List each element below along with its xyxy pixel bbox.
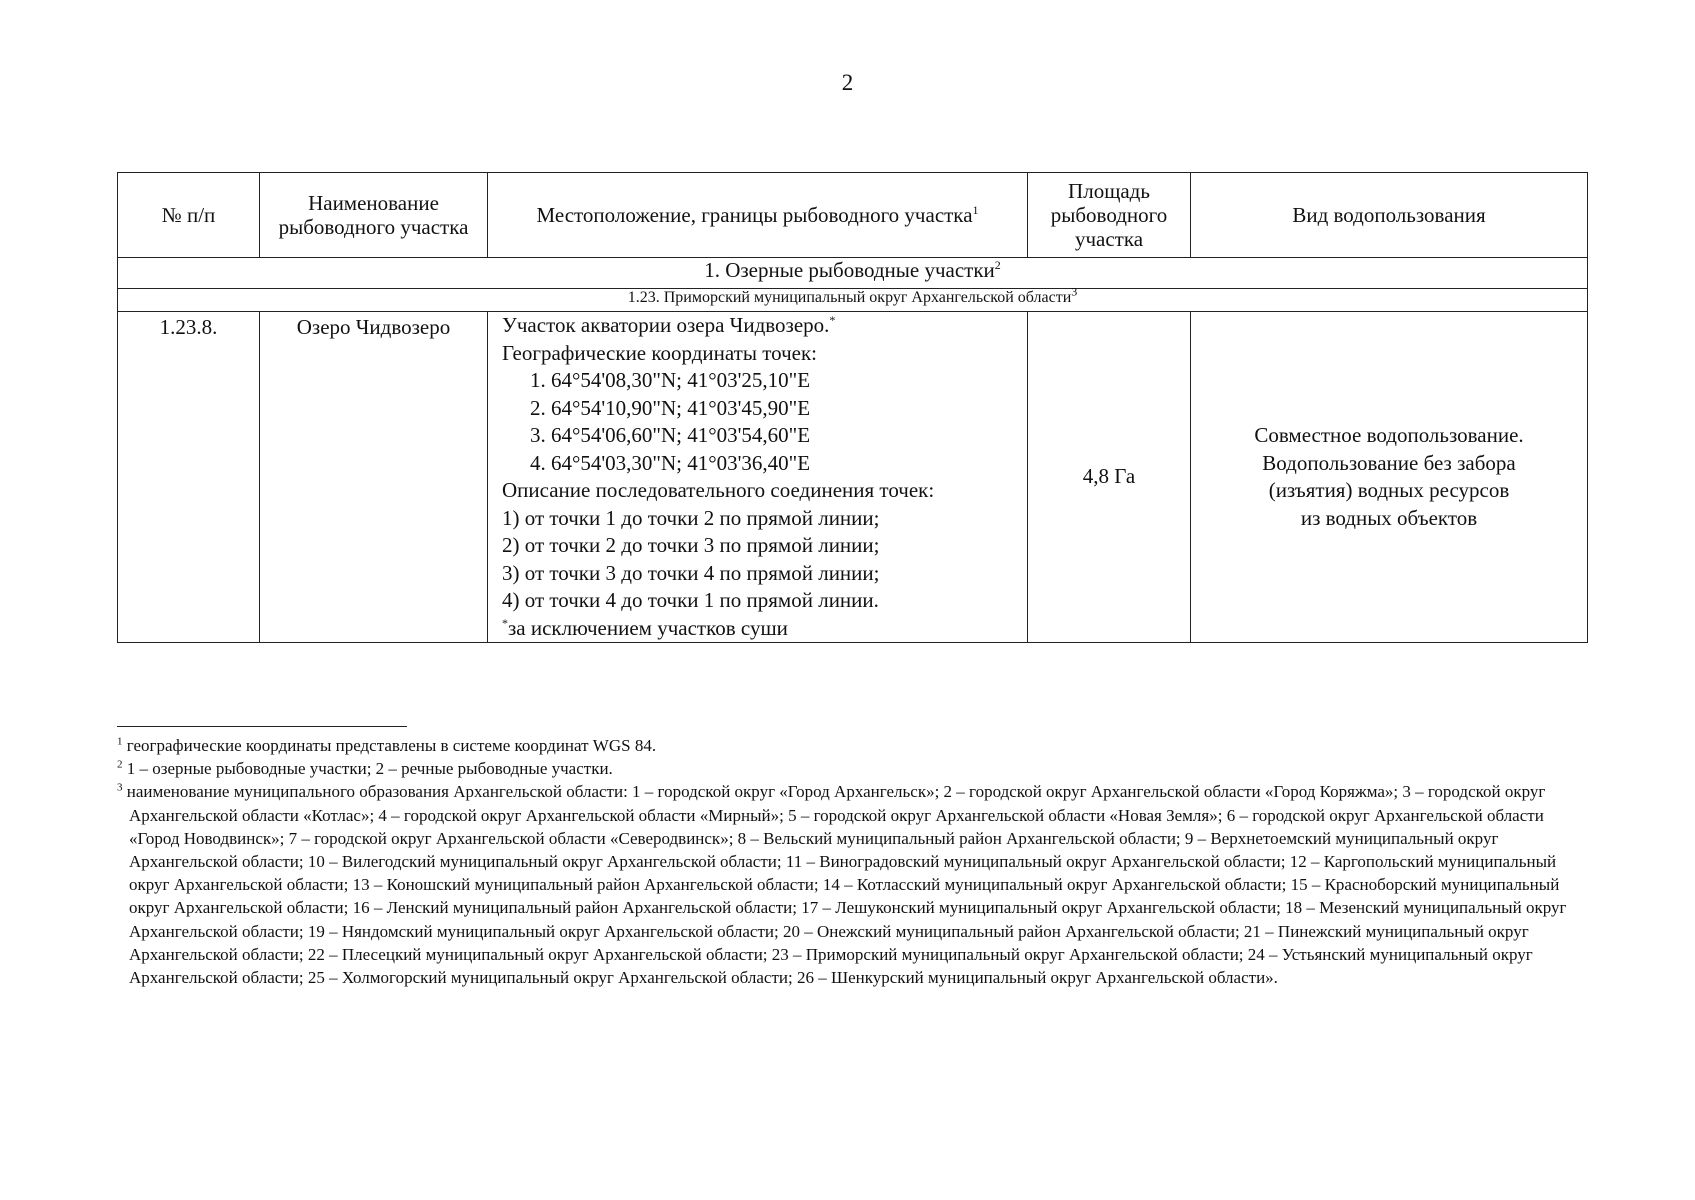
subsection-title-text: 1.23. Приморский муниципальный округ Архангельской области [627, 289, 1072, 306]
coord-item: 3. 64°54'06,60"N; 41°03'54,60"E [530, 423, 811, 447]
header-use: Вид водопользования [1191, 173, 1588, 258]
coords-heading: Географические координаты точек: [502, 340, 817, 365]
water-use-line: из водных объектов [1300, 505, 1478, 530]
coord-item: 2. 64°54'10,90"N; 41°03'45,90"E [530, 395, 811, 420]
row-location [488, 312, 1028, 643]
table-row [118, 312, 1588, 643]
section-title-text: 1. Озерные рыбоводные участки [704, 258, 995, 282]
footnote-ref-2: 2 [994, 258, 1001, 272]
footnote-mark: 2 [117, 758, 123, 771]
coord-item: 4. 64°54'03,30"N; 41°03'36,40"E [530, 450, 811, 475]
header-area: Площадь рыбоводного участка [1028, 173, 1191, 258]
connection-item: 3) от точки 3 до точки 4 по прямой линии; [502, 560, 880, 585]
footnote-1 [117, 734, 1583, 757]
header-num: № п/п [118, 173, 260, 258]
water-use-line: (изъятия) водных ресурсов [1268, 478, 1510, 502]
subsection-row [118, 289, 1588, 312]
row-water-use [1191, 312, 1588, 643]
coord-item: 1. 64°54'08,30"N; 41°03'25,10"E [530, 368, 811, 392]
footnote-text: географические координаты представлены в системе координат WGS 84. [126, 736, 657, 755]
area-intro-text: Участок акватории озера Чидвозеро. [502, 313, 830, 337]
section-title [118, 258, 1588, 289]
exclusion-text: за исключением участков суши [508, 615, 788, 640]
page-number: 2 [841, 70, 854, 95]
row-num: 1.23.8. [118, 312, 260, 643]
footnotes [117, 734, 1583, 989]
exclusion-note [502, 615, 1023, 643]
table-header-row [118, 173, 1588, 258]
fishery-table [117, 172, 1588, 643]
footnote-mark: 1 [117, 735, 123, 748]
subsection-title [118, 284, 1588, 312]
connection-heading: Описание последовательного соединения точек: [502, 478, 935, 502]
header-location [488, 173, 1028, 258]
asterisk-ref: * [829, 313, 836, 327]
row-name: Озеро Чидвозеро [260, 312, 488, 643]
footnote-ref-1: 1 [972, 203, 979, 217]
connection-item: 1) от точки 1 до точки 2 по прямой линии; [502, 505, 880, 530]
header-location-text: Местоположение, границы рыбоводного участка [536, 203, 973, 227]
footnote-separator [117, 726, 407, 727]
footnote-2 [117, 757, 1583, 780]
footnote-text: 1 – озерные рыбоводные участки; 2 – речные рыбоводные участки. [126, 759, 613, 779]
footnote-ref-3: 3 [1071, 284, 1078, 299]
header-name: Наименование рыбоводного участка [260, 173, 488, 258]
asterisk-mark: * [502, 615, 508, 630]
footnote-mark: 3 [117, 781, 123, 794]
footnote-text: наименование муниципального образования Архангельской области: 1 – городской округ «Город Архангельск»; 2 – городской округ Архангельской области «Город Коряжма»; 3 – городской округ Архангельской области «Котлас»; 4 – городской округ Архангельской области «Мирный»; 5 – городской округ Архангельской области «Новая Земля»; 6 – городской округ Архангельской области «Город Новодвинск»; 7 – городской округ Архангельской области «Северодвинск»; 8 – Вельский муниципальный район Архангельской области; 9 – Верхнетоемский муниципальный округ Архангельской области; 10 – Вилегодский муниципальный округ Архангельской области; 11 – Виноградовский муниципальный округ Архангельской области; 12 – Каргопольский муниципальный округ Архангельской области; 13 – Коношский муниципальный район Архангельской области; 14 – Котласский муниципальный округ Архангельской области; 15 – Красноборский муниципальный округ Архангельской области; 16 – Ленский муниципальный район Архангельской области; 17 – Лешуконский муниципальный округ Архангельской области; 18 – Мезенский муниципальный округ Архангельской области; 19 – Няндомский муниципальный округ Архангельской области; 20 – Онежский муниципальный район Архангельской области; 21 – Пинежский муниципальный округ Архангельской области; 22 – Плесецкий муниципальный округ Архангельской области; 23 – Приморский муниципальный округ Архангельской области; 24 – Устьянский муниципальный округ Архангельской области; 25 – Холмогорский муниципальный округ Архангельской области; 26 – Шенкурский муниципальный округ Архангельской области». [126, 782, 1567, 988]
connection-item: 2) от точки 2 до точки 3 по прямой линии; [502, 533, 880, 557]
section-row [118, 258, 1588, 289]
fishery-table-container [117, 172, 1587, 643]
water-use-line: Совместное водопользование. [1254, 423, 1524, 447]
row-area: 4,8 Га [1028, 312, 1191, 643]
footnote-3 [117, 780, 1583, 989]
area-intro [502, 312, 1023, 340]
connection-item: 4) от точки 4 до точки 1 по прямой линии. [502, 588, 879, 612]
water-use-line: Водопользование без забора [1262, 450, 1516, 475]
